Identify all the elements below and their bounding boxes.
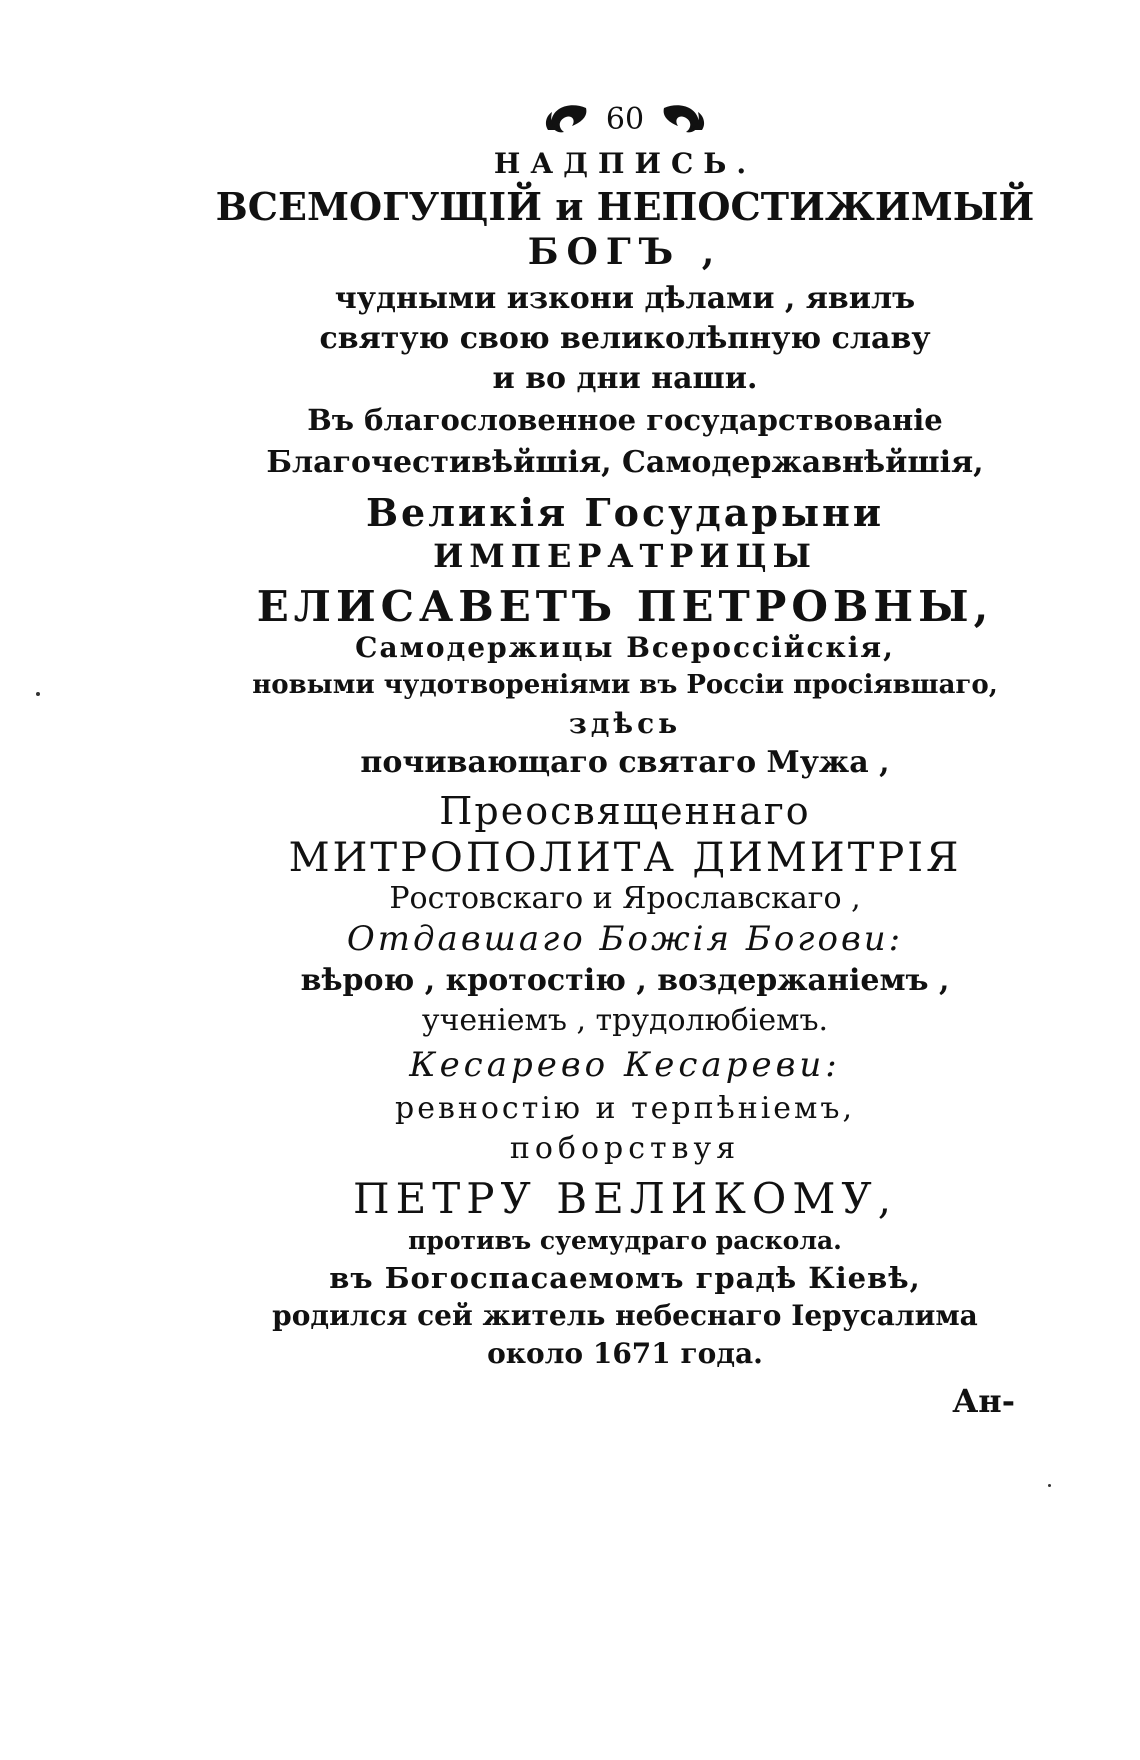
text-line: Отдавшаго Божія Богови: bbox=[346, 919, 904, 959]
text-line: Великія Государыни bbox=[365, 490, 885, 535]
running-header bbox=[210, 95, 1040, 145]
text-line: ВСЕМОГУЩІЙ и НЕПОСТИЖИМЫЙ bbox=[215, 184, 1035, 229]
text-line: новыми чудотвореніями въ Россіи просіявшаго, bbox=[252, 670, 998, 700]
right-ornament-icon bbox=[658, 100, 708, 140]
text-line: около 1671 года. bbox=[487, 1337, 763, 1370]
text-line: вѣрою , кротостію , воздержаніемъ , bbox=[300, 963, 950, 998]
inscription-heading: НАДПИСЬ. bbox=[493, 147, 757, 180]
text-line: Кесарево Кесареви: bbox=[409, 1045, 841, 1085]
text-line: противъ суемудраго раскола. bbox=[408, 1226, 842, 1255]
text-line: ИМПЕРАТРИЦЫ bbox=[433, 537, 817, 575]
text-line: поборствуя bbox=[509, 1131, 741, 1166]
text-line: Самодержицы Всероссійскія, bbox=[355, 631, 895, 664]
text-line: здѣсь bbox=[568, 707, 682, 740]
ink-speck bbox=[1048, 1484, 1051, 1487]
text-line: МИТРОПОЛИТА ДИМИТРІЯ bbox=[288, 835, 962, 881]
text-line: святую свою великолѣпную славу bbox=[319, 321, 931, 356]
text-line: ученіемъ , трудолюбіемъ. bbox=[421, 1003, 829, 1038]
text-line: ревностію и терпѣніемъ, bbox=[394, 1091, 856, 1126]
text-line: почивающаго святаго Мужа , bbox=[360, 745, 890, 780]
page-number: 60 bbox=[605, 102, 645, 137]
text-line: БОГЪ , bbox=[527, 231, 723, 273]
text-line: ЕЛИСАВЕТЪ ПЕТРОВНЫ, bbox=[256, 582, 994, 631]
text-line: Въ благословенное государствованіе bbox=[307, 403, 943, 437]
text-line: въ Богоспасаемомъ градѣ Кіевѣ, bbox=[329, 1261, 921, 1295]
ink-speck bbox=[36, 692, 40, 696]
text-line: ПЕТРУ ВЕЛИКОМУ, bbox=[352, 1174, 898, 1223]
text-line: Ростовскаго и Ярославскаго , bbox=[389, 881, 861, 916]
text-line: Преосвященнаго bbox=[439, 789, 811, 833]
text-line: родился сей житель небеснаго Іерусалима bbox=[272, 1299, 978, 1332]
text-line: и во дни наши. bbox=[492, 361, 758, 396]
catchword: Ан- bbox=[952, 1382, 1015, 1420]
text-line: чудными изкони дѣлами , явилъ bbox=[334, 281, 916, 316]
left-ornament-icon bbox=[542, 100, 592, 140]
text-line: Благочестивѣйшія, Самодержавнѣйшія, bbox=[266, 445, 984, 480]
